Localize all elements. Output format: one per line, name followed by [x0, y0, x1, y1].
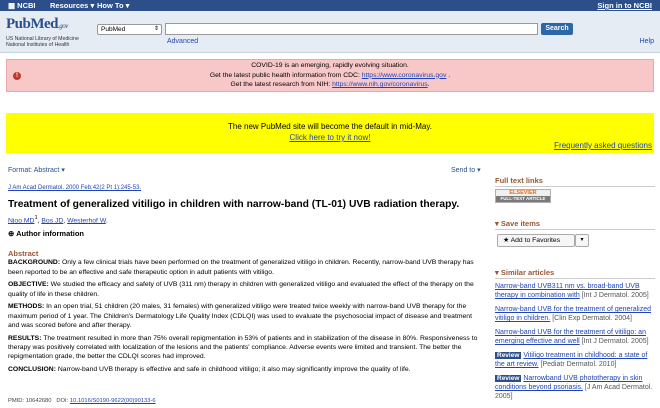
- pmid: PMID: 10642680: [8, 398, 52, 404]
- abstract-section: [8, 280, 478, 299]
- nih-link[interactable]: https://www.nih.gov/coronavirus: [332, 81, 428, 88]
- review-badge: Review: [497, 352, 520, 359]
- pubmed-logo[interactable]: [6, 16, 68, 33]
- abstract-heading: Abstract: [8, 249, 39, 258]
- format-value: Abstract: [33, 167, 60, 174]
- section-label: OBJECTIVE:: [8, 281, 49, 289]
- help-link[interactable]: Help: [639, 38, 654, 45]
- resources-label: Resources: [50, 1, 89, 10]
- star-icon: ★: [503, 237, 511, 244]
- full-text-heading[interactable]: [495, 176, 655, 187]
- elsevier-fulltext-link[interactable]: [495, 189, 551, 203]
- chevron-down-icon: ▾: [61, 167, 65, 174]
- section-text: In an open trial, 51 children (20 males, 31 females) with generalized vitiligo were treated twice weekly with narrow-band UVB therapy for the maximum period of 1 year. The Children's Dermatology Life Quality Index (CDLQI) was used to evaluate the psychosocial impact of disease and treatment and was scored before and after therapy.: [8, 303, 472, 330]
- covid-nih-post: .: [427, 81, 430, 88]
- similar-article-link[interactable]: Narrow-band UVB for the treatment of generalized vitiligo in children.: [495, 306, 652, 322]
- pubmed-header: [0, 11, 660, 53]
- send-to-label: Send to: [451, 167, 476, 174]
- author-link[interactable]: Bos JD: [41, 217, 64, 225]
- signin-link[interactable]: Sign in to NCBI: [597, 1, 652, 10]
- save-items-heading[interactable]: [495, 219, 655, 230]
- covid-cdc-text: Get the latest public health information from CDC:: [209, 71, 362, 79]
- list-item: [495, 374, 657, 401]
- covid-nih-text: Get the latest research from NIH:: [230, 81, 333, 88]
- logo-subtitle: [6, 36, 79, 48]
- howto-label: How To: [97, 1, 124, 10]
- covid-line3: [7, 80, 653, 90]
- similar-article-journal: [Int J Dermatol. 2005]: [581, 292, 649, 299]
- ncbi-logo-icon: ▦: [8, 1, 18, 10]
- abstract-section: [8, 365, 478, 374]
- covid-line1: COVID-19 is an emerging, rapidly evolving situation.: [251, 62, 409, 69]
- similar-article-journal: [Clin Exp Dermatol. 2004]: [552, 315, 632, 322]
- logo-sub1: US National Library of Medicine: [6, 36, 79, 42]
- list-item: [495, 305, 657, 323]
- format-dropdown[interactable]: [8, 167, 65, 174]
- collapse-triangle-icon: ▾: [495, 268, 501, 277]
- similar-article-link[interactable]: Narrow-band UVB311 nm vs. broad-band UVB therapy in combination with: [495, 283, 640, 299]
- similar-article-journal: [J Am Acad Dermatol. 2005]: [495, 384, 653, 400]
- similar-article-link[interactable]: Vitiligo treatment in childhood: a state of the art review.: [495, 352, 648, 368]
- author-info-toggle[interactable]: [8, 229, 84, 238]
- list-item: [495, 328, 657, 346]
- section-text: We studied the efficacy and safety of UVB (311 nm) therapy in children with generalized vitiligo and evaluated the effect of the therapy on the quality of life in these children.: [8, 281, 474, 298]
- format-selector: [8, 166, 65, 174]
- advanced-link[interactable]: Advanced: [167, 38, 199, 45]
- resources-menu[interactable]: [50, 1, 94, 10]
- chevron-down-icon: ▾: [125, 1, 130, 10]
- search-button[interactable]: Search: [541, 23, 573, 35]
- section-label: RESULTS:: [8, 334, 42, 342]
- logo-gov: .gov: [58, 22, 68, 30]
- covid-alert: [6, 59, 654, 92]
- author-affiliation-sup: 1: [34, 215, 38, 221]
- author-link[interactable]: Westerhof W: [67, 217, 106, 225]
- abstract: [8, 249, 478, 378]
- full-text-article-label: FULL-TEXT ARTICLE: [496, 196, 550, 202]
- section-text: The treatment resulted in more than 75% overall repigmentation in 53% of patients and in stabilization of the disease in 80%. Responsiveness to therapy was positively correlated with localization of the lesions and the patients' compliance. Adverse events were limited and transient. The better the repigmentation grade, the better the CDLQI scores had improved.: [8, 334, 478, 361]
- article-ids: [8, 398, 156, 404]
- list-item: [495, 282, 657, 300]
- section-label: METHODS:: [8, 303, 45, 311]
- database-select[interactable]: [97, 24, 162, 35]
- covid-cdc-post: .: [446, 71, 451, 79]
- add-favorites-label: Add to Favorites: [510, 237, 561, 244]
- citation-link[interactable]: J Am Acad Dermatol. 2000 Feb;42(2 Pt 1):245-53.: [8, 185, 142, 191]
- abstract-section: [8, 302, 478, 330]
- howto-menu[interactable]: [97, 1, 129, 10]
- chevron-down-icon: ▾: [580, 237, 584, 243]
- review-badge: Review: [497, 375, 520, 382]
- full-text-label: Full text links: [495, 176, 543, 185]
- similar-articles-heading[interactable]: [495, 268, 655, 279]
- expand-plus-icon: ⊕: [8, 229, 17, 238]
- doi-link[interactable]: 10.1016/S0190-9622(00)90133-6: [69, 398, 156, 404]
- cdc-link[interactable]: https://www.coronavirus.gov: [361, 71, 447, 79]
- section-label: CONCLUSION:: [8, 366, 56, 374]
- section-text: Only a few clinical trials have been performed on the treatment of generalized vitiligo in children. Recently, narrow-band UVB therapy has been reported to be an effective and safe therapeutic option in adult patients with vitiligo.: [8, 259, 474, 276]
- similar-article-link[interactable]: Narrowband UVB phototherapy in skin conditions beyond psoriasis.: [495, 375, 643, 391]
- logo-sub2: National Institutes of Health: [6, 42, 70, 48]
- banner-text: The new PubMed site will become the default in mid-May.: [228, 122, 432, 131]
- covid-line2: [7, 71, 653, 81]
- list-item: [495, 351, 657, 369]
- logo-text: PubMed: [6, 16, 59, 32]
- abstract-section: [8, 258, 478, 277]
- article-title: Treatment of generalized vitiligo in children with narrow-band (TL-01) UVB radiation therapy.: [8, 199, 460, 210]
- similar-article-journal: [Pediatr Dermatol. 2010]: [540, 361, 617, 368]
- search-input[interactable]: [165, 23, 538, 35]
- elsevier-label: ELSEVIER: [509, 190, 537, 196]
- similar-article-journal: [Int J Dermatol. 2005]: [581, 338, 649, 345]
- abstract-section: [8, 334, 478, 362]
- similar-articles-list: [495, 282, 657, 406]
- section-label: BACKGROUND:: [8, 259, 61, 267]
- doi-label: DOI:: [56, 398, 70, 404]
- author-info-label: Author information: [16, 229, 85, 238]
- faq-link[interactable]: Frequently asked questions: [554, 141, 652, 150]
- save-items-label: Save items: [500, 219, 541, 228]
- chevron-down-icon: ▾: [90, 1, 95, 10]
- ncbi-label: NCBI: [17, 1, 36, 10]
- author-list: Njoo $MD^1$, Bos JD, Westerhof W.: [8, 215, 108, 225]
- try-new-pubmed-link[interactable]: Click here to try it now!: [289, 133, 371, 142]
- favorites-dropdown-button[interactable]: [575, 234, 589, 247]
- send-to-menu[interactable]: [451, 166, 481, 174]
- format-label: Format:: [8, 167, 34, 174]
- section-text: Narrow-band UVB therapy is effective and safe in childhood vitiligo; it also may significantly improve the quality of life.: [55, 366, 411, 374]
- ncbi-topbar: [0, 0, 660, 11]
- chevron-down-icon: ▾: [477, 167, 481, 174]
- similar-article-link[interactable]: Narrow-band UVB for the treatment of vitiligo: an emerging effective and well: [495, 329, 646, 345]
- alert-icon: !: [13, 72, 21, 80]
- journal-citation[interactable]: [8, 185, 141, 191]
- database-value: PubMed: [101, 26, 126, 33]
- author-link[interactable]: Njoo MD: [8, 217, 35, 225]
- add-to-favorites-button[interactable]: [497, 234, 575, 247]
- collapse-triangle-icon: ▾: [495, 219, 501, 228]
- ncbi-logo[interactable]: [8, 1, 36, 10]
- select-arrows-icon: ⇕: [153, 26, 159, 32]
- similar-articles-label: Similar articles: [500, 268, 555, 277]
